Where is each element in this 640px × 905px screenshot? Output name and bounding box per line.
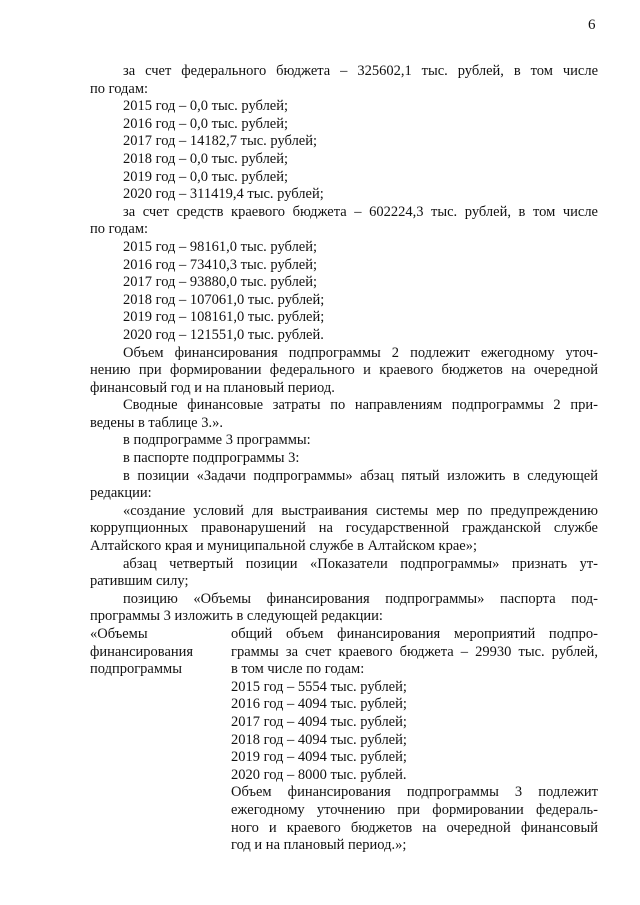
financing-note-line: Объем финансирования подпрограммы 2 подлежит ежегодному уточ- — [123, 344, 598, 361]
federal-budget-intro-cont: по годам: — [90, 80, 149, 97]
regional-year-2019: 2019 год – 108161,0 тыс. рублей; — [123, 309, 325, 326]
regional-budget-intro: за счет средств краевого бюджета – 602224,3 тыс. рублей, в том числе — [123, 203, 598, 220]
table-year-2020: 2020 год – 8000 тыс. рублей. — [231, 766, 407, 783]
volumes-intro-line: позицию «Объемы финансирования подпрограммы» паспорта под- — [123, 590, 598, 607]
document-body — [90, 63, 598, 855]
page-number: 6 — [588, 17, 596, 33]
passport3-heading: в паспорте подпрограммы 3: — [123, 450, 300, 467]
regional-year-2020: 2020 год – 121551,0 тыс. рублей. — [123, 326, 324, 343]
federal-year-2020: 2020 год – 311419,4 тыс. рублей; — [123, 186, 324, 203]
table-intro-line: общий объем финансирования мероприятий подпро- — [231, 626, 598, 642]
table-year-2016: 2016 год – 4094 тыс. рублей; — [231, 696, 407, 713]
table-value-column — [231, 626, 598, 855]
table-label-line: «Объемы — [90, 626, 148, 642]
table-closing-line: Объем финансирования подпрограммы 3 подлежит — [231, 784, 598, 801]
federal-year-2017: 2017 год – 14182,7 тыс. рублей; — [123, 133, 318, 150]
table-label-line: подпрограммы — [90, 661, 182, 678]
tasks-quote-line: коррупционных правонарушений на государственной гражданской службе — [90, 520, 598, 537]
tasks-quote-line: Алтайского края и муниципальной службе в Алтайском крае»; — [90, 538, 477, 555]
financing-note-line: нению при формировании федерального и краевого бюджетов на очередной — [90, 362, 598, 379]
federal-year-2019: 2019 год – 0,0 тыс. рублей; — [123, 168, 289, 185]
table-intro-line: в том числе по годам: — [231, 661, 365, 678]
federal-year-2016: 2016 год – 0,0 тыс. рублей; — [123, 115, 289, 132]
table-closing-line: ного и краевого бюджетов на очередной финансовый — [231, 819, 598, 836]
federal-year-2015: 2015 год – 0,0 тыс. рублей; — [123, 98, 289, 115]
volumes-intro-line: программы 3 изложить в следующей редакции: — [90, 608, 383, 625]
summary-note-line: Сводные финансовые затраты по направлениям подпрограммы 2 при- — [123, 397, 598, 414]
regional-budget-intro-cont: по годам: — [90, 221, 149, 238]
federal-budget-intro: за счет федерального бюджета – 325602,1 тыс. рублей, в том числе — [123, 63, 598, 79]
table-year-2017: 2017 год – 4094 тыс. рублей; — [231, 713, 407, 730]
table-year-2018: 2018 год – 4094 тыс. рублей; — [231, 731, 407, 748]
table-year-2015: 2015 год – 5554 тыс. рублей; — [231, 678, 407, 695]
regional-year-2017: 2017 год – 93880,0 тыс. рублей; — [123, 274, 318, 291]
table-label-column — [90, 626, 231, 855]
indicators-note-line: абзац четвертый позиции «Показатели подпрограммы» признать ут- — [123, 555, 598, 572]
tasks-intro-line: в позиции «Задачи подпрограммы» абзац пятый изложить в следующей — [123, 467, 598, 484]
indicators-note-line: ратившим силу; — [90, 573, 189, 590]
passport-volumes-table — [90, 626, 598, 855]
table-closing-line: ежегодному уточнению при формировании федераль- — [231, 801, 598, 818]
regional-year-2018: 2018 год – 107061,0 тыс. рублей; — [123, 291, 325, 308]
tasks-quote-line: «создание условий для выстраивания системы мер по предупреждению — [123, 502, 598, 519]
federal-year-2018: 2018 год – 0,0 тыс. рублей; — [123, 150, 289, 167]
table-year-2019: 2019 год – 4094 тыс. рублей; — [231, 749, 407, 766]
tasks-intro-line: редакции: — [90, 485, 152, 502]
table-label-line: финансирования — [90, 643, 194, 660]
regional-year-2015: 2015 год – 98161,0 тыс. рублей; — [123, 238, 318, 255]
subprogram3-heading: в подпрограмме 3 программы: — [123, 432, 311, 449]
financing-note-line: финансовый год и на плановый период. — [90, 379, 335, 396]
summary-note-line: ведены в таблице 3.». — [90, 414, 223, 431]
regional-year-2016: 2016 год – 73410,3 тыс. рублей; — [123, 256, 318, 273]
table-intro-line: граммы за счет краевого бюджета – 29930 тыс. рублей, — [231, 643, 598, 660]
table-closing-line: год и на плановый период.»; — [231, 837, 407, 854]
